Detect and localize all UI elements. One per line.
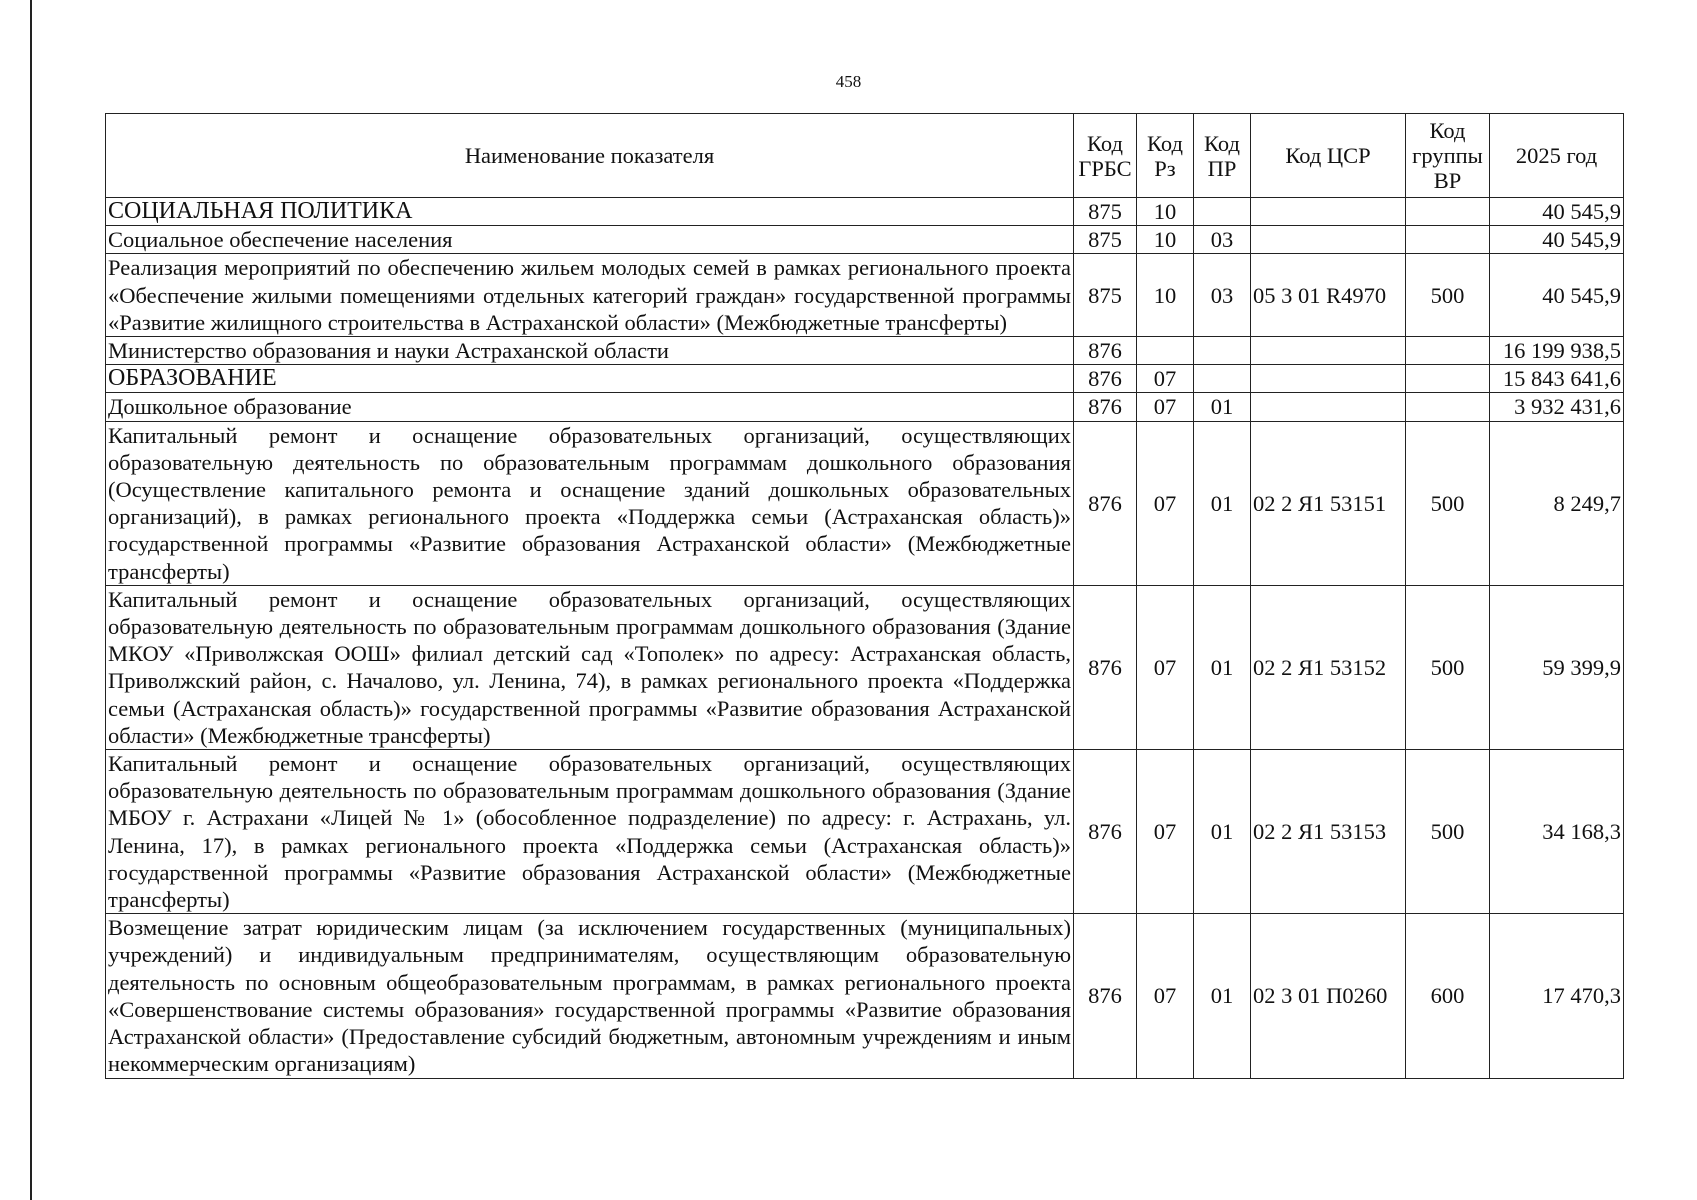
row-csr — [1251, 393, 1406, 421]
row-name: Дошкольное образование — [106, 393, 1074, 421]
row-amount: 17 470,3 — [1490, 914, 1624, 1078]
row-rz: 07 — [1137, 750, 1194, 914]
row-pr — [1194, 337, 1251, 365]
row-vr — [1406, 226, 1490, 254]
table-row — [106, 585, 1624, 749]
row-grbs: 876 — [1074, 914, 1137, 1078]
row-rz: 07 — [1137, 365, 1194, 393]
table-header-row — [106, 114, 1624, 198]
row-grbs: 875 — [1074, 198, 1137, 226]
row-name: Реализация мероприятий по обеспечению жильем молодых семей в рамках регионального проекта «Обеспечение жилыми помещениями отдельных категорий граждан» государственной программы «Развитие жилищного строительства в Астраханской области» (Межбюджетные трансферты) — [106, 254, 1074, 337]
table-row — [106, 226, 1624, 254]
row-pr: 01 — [1194, 393, 1251, 421]
page-number: 458 — [835, 72, 862, 91]
header-grbs: Код ГРБС — [1074, 114, 1137, 198]
row-amount: 3 932 431,6 — [1490, 393, 1624, 421]
row-name: Капитальный ремонт и оснащение образовательных организаций, осуществляющих образовательную деятельность по образовательным программам дошкольного образования (Здание МБОУ г. Астрахани «Лицей № 1» (обособленное подразделение) по адресу: г. Астрахань, ул. Ленина, 17), в рамках регионального проекта «Поддержка семьи (Астраханская область)» государственной программы «Развитие образования Астраханской области» (Межбюджетные трансферты) — [106, 750, 1074, 914]
header-pr: Код ПР — [1194, 114, 1251, 198]
row-vr — [1406, 198, 1490, 226]
row-csr — [1251, 337, 1406, 365]
row-name: СОЦИАЛЬНАЯ ПОЛИТИКА — [106, 198, 1074, 226]
row-pr: 03 — [1194, 254, 1251, 337]
row-grbs: 876 — [1074, 750, 1137, 914]
scan-edge-line — [30, 0, 32, 1200]
header-rz: Код Рз — [1137, 114, 1194, 198]
row-csr: 02 2 Я1 53152 — [1251, 585, 1406, 749]
row-rz: 10 — [1137, 198, 1194, 226]
row-pr: 01 — [1194, 421, 1251, 585]
row-grbs: 876 — [1074, 421, 1137, 585]
row-rz: 10 — [1137, 226, 1194, 254]
row-name: Министерство образования и науки Астраханской области — [106, 337, 1074, 365]
row-rz: 07 — [1137, 393, 1194, 421]
row-pr: 01 — [1194, 914, 1251, 1078]
row-grbs: 876 — [1074, 365, 1137, 393]
row-vr: 500 — [1406, 254, 1490, 337]
row-name: Социальное обеспечение населения — [106, 226, 1074, 254]
header-name: Наименование показателя — [106, 114, 1074, 198]
header-csr: Код ЦСР — [1251, 114, 1406, 198]
row-csr: 02 3 01 П0260 — [1251, 914, 1406, 1078]
row-pr: 01 — [1194, 585, 1251, 749]
row-grbs: 876 — [1074, 585, 1137, 749]
row-name: Капитальный ремонт и оснащение образовательных организаций, осуществляющих образовательную деятельность по образовательным программам дошкольного образования (Осуществление капитального ремонта и оснащение зданий дошкольных образовательных организаций), в рамках регионального проекта «Поддержка семьи (Астраханская область)» государственной программы «Развитие образования Астраханской области» (Межбюджетные трансферты) — [106, 421, 1074, 585]
row-pr — [1194, 198, 1251, 226]
row-amount: 8 249,7 — [1490, 421, 1624, 585]
row-rz — [1137, 337, 1194, 365]
row-vr: 500 — [1406, 421, 1490, 585]
row-csr — [1251, 365, 1406, 393]
budget-table — [105, 113, 1624, 1079]
row-name: ОБРАЗОВАНИЕ — [106, 365, 1074, 393]
row-csr: 02 2 Я1 53153 — [1251, 750, 1406, 914]
row-rz: 10 — [1137, 254, 1194, 337]
row-vr — [1406, 393, 1490, 421]
row-pr — [1194, 365, 1251, 393]
row-amount: 40 545,9 — [1490, 254, 1624, 337]
row-name: Возмещение затрат юридическим лицам (за исключением государственных (муниципальных) учреждений) и индивидуальным предпринимателям, осуществляющим образовательную деятельность по основным общеобразовательным программам, в рамках регионального проекта «Совершенствование системы образования» государственной программы «Развитие образования Астраханской области» (Предоставление субсидий бюджетным, автономным учреждениям и иным некоммерческим организациям) — [106, 914, 1074, 1078]
row-csr — [1251, 198, 1406, 226]
row-grbs: 876 — [1074, 393, 1137, 421]
table-row — [106, 254, 1624, 337]
table-row — [106, 750, 1624, 914]
table-row — [106, 337, 1624, 365]
table-row — [106, 365, 1624, 393]
row-csr — [1251, 226, 1406, 254]
row-amount: 40 545,9 — [1490, 226, 1624, 254]
row-csr: 02 2 Я1 53151 — [1251, 421, 1406, 585]
row-grbs: 875 — [1074, 226, 1137, 254]
row-csr: 05 3 01 R4970 — [1251, 254, 1406, 337]
row-vr: 500 — [1406, 585, 1490, 749]
row-vr: 500 — [1406, 750, 1490, 914]
table-row — [106, 914, 1624, 1078]
row-name: Капитальный ремонт и оснащение образовательных организаций, осуществляющих образовательную деятельность по образовательным программам дошкольного образования (Здание МКОУ «Приволжская ООШ» филиал детский сад «Тополек» по адресу: Астраханская область, Приволжский район, с. Началово, ул. Ленина, 74), в рамках регионального проекта «Поддержка семьи (Астраханская область)» государственной программы «Развитие образования Астраханской области» (Межбюджетные трансферты) — [106, 585, 1074, 749]
header-vr: Код группы ВР — [1406, 114, 1490, 198]
row-amount: 40 545,9 — [1490, 198, 1624, 226]
table-row — [106, 421, 1624, 585]
row-vr: 600 — [1406, 914, 1490, 1078]
row-vr — [1406, 337, 1490, 365]
row-rz: 07 — [1137, 585, 1194, 749]
row-vr — [1406, 365, 1490, 393]
row-amount: 15 843 641,6 — [1490, 365, 1624, 393]
row-pr: 03 — [1194, 226, 1251, 254]
row-pr: 01 — [1194, 750, 1251, 914]
row-amount: 34 168,3 — [1490, 750, 1624, 914]
row-rz: 07 — [1137, 914, 1194, 1078]
row-grbs: 875 — [1074, 254, 1137, 337]
row-amount: 59 399,9 — [1490, 585, 1624, 749]
row-rz: 07 — [1137, 421, 1194, 585]
row-grbs: 876 — [1074, 337, 1137, 365]
row-amount: 16 199 938,5 — [1490, 337, 1624, 365]
header-year: 2025 год — [1490, 114, 1624, 198]
table-row — [106, 393, 1624, 421]
table-row — [106, 198, 1624, 226]
